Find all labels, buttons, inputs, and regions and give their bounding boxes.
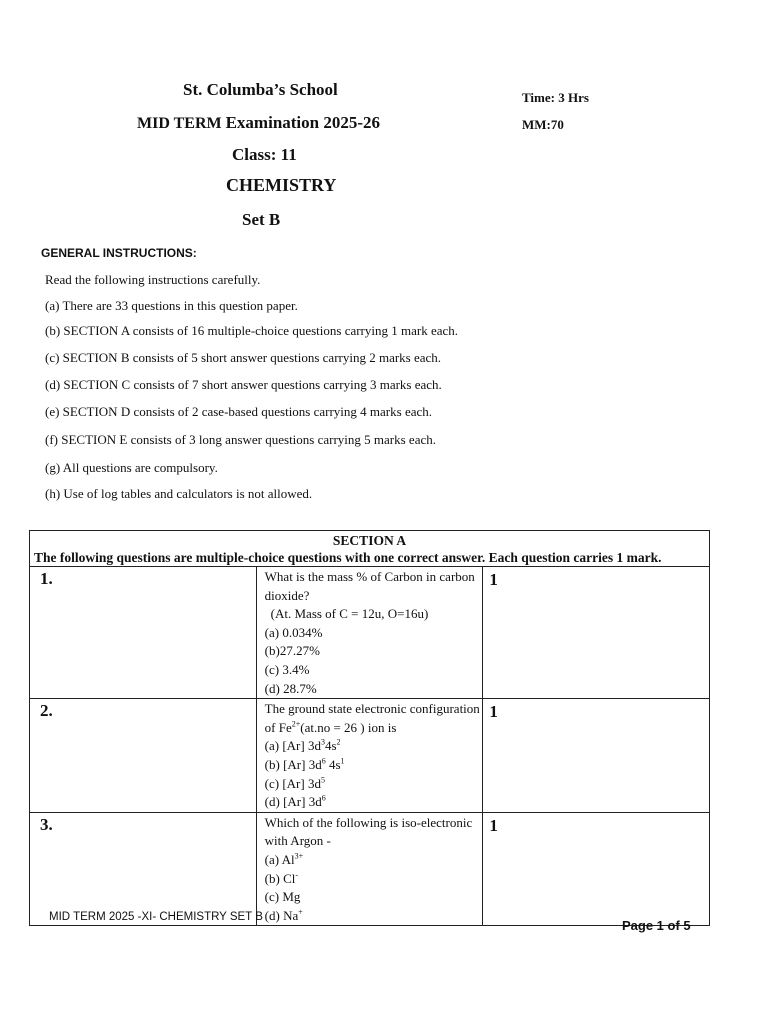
option-1a: (a) 0.034% <box>264 624 323 640</box>
instruction-b: (b) SECTION A consists of 16 multiple-choice questions carrying 1 mark each. <box>45 323 459 338</box>
option-2a-mid: 4s <box>324 738 337 754</box>
page-number: Page 1 of 5 <box>622 918 691 933</box>
question-body-3 <box>256 812 483 926</box>
option-2a-sup1: 3 <box>320 738 325 748</box>
option-3a-charge: 3+ <box>294 851 304 861</box>
option-2c <box>265 775 483 794</box>
option-1b: (b)27.27% <box>264 643 320 659</box>
option-3c: (c) Mg <box>264 889 301 905</box>
exam-title <box>137 113 380 133</box>
option-3b-label: (b) Cl <box>264 870 296 886</box>
option-3a-label: (a) Al <box>264 851 295 867</box>
instruction-f: (f) SECTION E consists of 3 long answer questions carrying 5 marks each. <box>45 432 436 447</box>
option-3d-label: (d) Na <box>264 907 299 923</box>
option-2d-sup1: 6 <box>321 793 326 803</box>
exam-title-rest: Examination 2025-26 <box>225 113 381 132</box>
option-2c-sup1: 5 <box>320 775 325 785</box>
option-2b-label: (b) [Ar] 3d <box>264 756 322 772</box>
question-marks-1: 1 <box>483 567 710 699</box>
option-2d-label: (d) [Ar] 3d <box>264 794 322 810</box>
class-label: Class: 11 <box>232 145 297 164</box>
option-3b <box>265 870 483 889</box>
question-text-2-charge: 2+ <box>291 719 301 729</box>
section-a-description: The following questions are multiple-choice questions with one correct answer. Each question carries 1 mark. <box>34 550 662 565</box>
question-marks-3: 1 <box>483 812 710 926</box>
question-row-2 <box>30 699 710 813</box>
question-body-1 <box>256 567 483 699</box>
instruction-h: (h) Use of log tables and calculators is not allowed. <box>45 486 313 501</box>
option-2d <box>265 793 483 812</box>
set-label: Set B <box>242 210 281 229</box>
instruction-d: (d) SECTION C consists of 7 short answer questions carrying 3 marks each. <box>45 377 442 392</box>
time-label: Time: 3 Hrs <box>522 90 589 105</box>
max-marks-label: MM:70 <box>522 117 564 132</box>
option-3d <box>265 907 483 926</box>
instructions-heading: GENERAL INSTRUCTIONS: <box>41 246 197 260</box>
instruction-g: (g) All questions are compulsory. <box>45 460 218 475</box>
question-text-1: What is the mass % of Carbon in carbon dioxide? <box>264 569 475 603</box>
instruction-e: (e) SECTION D consists of 2 case-based questions carrying 4 marks each. <box>45 404 433 419</box>
option-2b-mid: 4s <box>325 756 341 772</box>
question-text-2 <box>265 700 483 737</box>
footer-exam-label: MID TERM 2025 -XI- CHEMISTRY SET B <box>49 911 263 923</box>
subject-title: CHEMISTRY <box>226 175 337 195</box>
question-marks-2: 1 <box>483 699 710 813</box>
question-note-1: (At. Mass of C = 12u, O=16u) <box>270 606 429 622</box>
option-2a-label: (a) [Ar] 3d <box>264 738 321 754</box>
question-number-2: 2. <box>30 699 257 813</box>
option-2b <box>265 756 483 775</box>
section-a-header-row <box>30 531 710 567</box>
section-a-header <box>30 531 710 567</box>
option-1d: (d) 28.7% <box>264 680 317 696</box>
option-2a <box>265 737 483 756</box>
school-name: St. Columba’s School <box>183 80 338 99</box>
question-text-2-end: (at.no = 26 ) ion is <box>300 719 397 735</box>
option-3d-charge: + <box>298 907 303 917</box>
option-2c-label: (c) [Ar] 3d <box>264 775 321 791</box>
instruction-c: (c) SECTION B consists of 5 short answer questions carrying 2 marks each. <box>45 350 442 365</box>
section-a-table <box>29 530 710 926</box>
instruction-a: (a) There are 33 questions in this question paper. <box>45 298 298 313</box>
option-1c: (c) 3.4% <box>264 661 310 677</box>
exam-title-prefix: MID TERM <box>137 115 222 132</box>
question-text-3: Which of the following is iso-electronic with Argon - <box>264 814 473 849</box>
question-row-1 <box>30 567 710 699</box>
section-a-title: SECTION A <box>332 533 407 548</box>
option-2a-sup2: 2 <box>336 738 341 748</box>
option-3a <box>265 851 483 870</box>
question-text-2-start: The ground state electronic configuration of Fe <box>264 701 480 735</box>
question-body-2 <box>256 699 483 813</box>
instruction-intro: Read the following instructions carefully. <box>45 272 261 287</box>
question-number-1: 1. <box>30 567 257 699</box>
option-3b-charge: - <box>295 870 299 880</box>
question-number-3: 3. <box>30 812 257 926</box>
option-2b-sup2: 1 <box>340 756 345 766</box>
question-row-3 <box>30 812 710 926</box>
option-2b-sup1: 6 <box>321 756 326 766</box>
